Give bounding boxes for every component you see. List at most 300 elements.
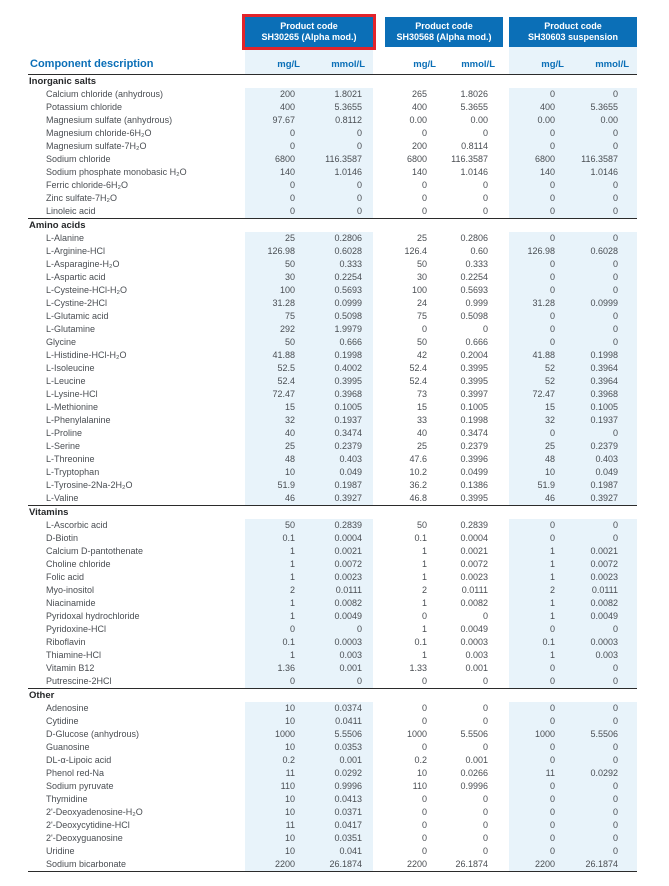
column-gap bbox=[373, 806, 385, 819]
value-cell: 0 bbox=[613, 180, 619, 190]
value-cell: 0 bbox=[549, 233, 555, 243]
value-cell: 30 bbox=[416, 272, 427, 282]
value-cell: 33 bbox=[416, 415, 427, 425]
component-row bbox=[28, 232, 637, 245]
component-name: L-Leucine bbox=[46, 376, 86, 386]
value-cell: 0 bbox=[613, 141, 619, 151]
component-row bbox=[28, 166, 637, 179]
value-cell: 126.98 bbox=[267, 246, 295, 256]
value-cell: 200 bbox=[279, 89, 295, 99]
value-cell: 0 bbox=[613, 233, 619, 243]
value-cell: 11 bbox=[545, 768, 555, 778]
value-cell: 0 bbox=[613, 846, 619, 856]
column-gap bbox=[373, 636, 385, 649]
component-name: Folic acid bbox=[46, 572, 85, 582]
value-cell: 0.0111 bbox=[335, 585, 362, 595]
value-cell: 5.5506 bbox=[590, 729, 619, 739]
value-cell: 1000 bbox=[534, 729, 555, 739]
column-gap bbox=[373, 245, 385, 258]
component-name: Calcium chloride (anhydrous) bbox=[46, 89, 164, 99]
value-cell: 40 bbox=[284, 428, 295, 438]
value-cell: 1.33 bbox=[409, 663, 427, 673]
column-gap bbox=[373, 662, 385, 675]
product-box-code: SH30603 suspension bbox=[527, 32, 619, 42]
column-gap bbox=[373, 388, 385, 401]
value-cell: 0.2839 bbox=[334, 520, 362, 530]
value-cell: 0 bbox=[289, 128, 295, 138]
value-cell: 51.9 bbox=[537, 480, 555, 490]
value-cell: 0 bbox=[549, 259, 555, 269]
value-cell: 1 bbox=[421, 559, 427, 569]
value-cell: 140 bbox=[411, 167, 427, 177]
component-name: D-Glucose (anhydrous) bbox=[46, 729, 140, 739]
value-cell: 41.88 bbox=[532, 350, 555, 360]
value-cell: 25 bbox=[544, 441, 555, 451]
column-gap bbox=[373, 610, 385, 623]
value-cell: 0.2839 bbox=[460, 520, 488, 530]
value-cell: 1 bbox=[289, 598, 295, 608]
value-cell: 0 bbox=[549, 624, 555, 634]
value-cell: 0.3964 bbox=[590, 376, 619, 386]
column-gap bbox=[373, 258, 385, 271]
value-cell: 0 bbox=[482, 128, 488, 138]
value-cell: 0.666 bbox=[465, 337, 488, 347]
value-cell: 50 bbox=[284, 337, 295, 347]
value-cell: 0.3927 bbox=[334, 493, 362, 503]
column-gap bbox=[373, 793, 385, 806]
value-cell: 0 bbox=[613, 259, 619, 269]
component-name: L-Proline bbox=[46, 428, 83, 438]
value-cell: 0.0003 bbox=[334, 637, 362, 647]
column-gap bbox=[373, 127, 385, 140]
value-cell: 1 bbox=[289, 546, 295, 556]
column-gap bbox=[373, 140, 385, 153]
value-cell: 0.0292 bbox=[590, 768, 619, 778]
column-gap bbox=[373, 819, 385, 832]
value-cell: 400 bbox=[279, 102, 295, 112]
component-name: Ferric chloride-6H₂O bbox=[46, 180, 129, 190]
value-cell: 10 bbox=[284, 833, 295, 843]
column-gap bbox=[373, 232, 385, 245]
component-name: Guanosine bbox=[46, 742, 90, 752]
value-cell: 0 bbox=[421, 128, 427, 138]
value-cell: 0.0351 bbox=[334, 833, 362, 843]
value-cell: 72.47 bbox=[272, 389, 295, 399]
component-name: Adenosine bbox=[46, 703, 89, 713]
component-name: Linoleic acid bbox=[46, 206, 96, 216]
value-cell: 50 bbox=[284, 259, 295, 269]
value-cell: 0 bbox=[289, 180, 295, 190]
value-cell: 2 bbox=[289, 585, 295, 595]
value-cell: 0.0023 bbox=[334, 572, 362, 582]
value-cell: 10 bbox=[416, 768, 427, 778]
column-gap bbox=[373, 545, 385, 558]
value-cell: 0.0003 bbox=[460, 637, 488, 647]
value-cell: 0.001 bbox=[465, 755, 488, 765]
value-cell: 0 bbox=[549, 180, 555, 190]
value-cell: 1 bbox=[421, 650, 427, 660]
component-row bbox=[28, 492, 637, 506]
value-cell: 0 bbox=[549, 533, 555, 543]
value-cell: 0.3927 bbox=[590, 493, 619, 503]
value-cell: 0 bbox=[613, 833, 619, 843]
component-name: Sodium bicarbonate bbox=[28, 858, 245, 872]
value-cell: 0 bbox=[613, 206, 619, 216]
column-gap bbox=[373, 271, 385, 284]
component-name: Magnesium sulfate-7H₂O bbox=[46, 141, 147, 151]
value-cell: 0 bbox=[421, 193, 427, 203]
value-cell: 0 bbox=[421, 846, 427, 856]
unit-mg-l-col1: mg/L bbox=[245, 47, 308, 75]
component-name: L-Cystine-2HCl bbox=[46, 298, 108, 308]
value-cell: 0.0999 bbox=[334, 298, 362, 308]
value-cell: 10 bbox=[284, 703, 295, 713]
unit-mmol-l-col2: mmol/L bbox=[444, 47, 503, 75]
value-cell: 0 bbox=[482, 794, 488, 804]
value-cell: 25 bbox=[284, 233, 295, 243]
value-cell: 0.0266 bbox=[460, 768, 488, 778]
value-cell: 0.333 bbox=[465, 259, 488, 269]
value-cell: 32 bbox=[284, 415, 295, 425]
value-cell: 0 bbox=[549, 676, 555, 686]
component-row bbox=[28, 388, 637, 401]
component-name: L-Ascorbic acid bbox=[46, 520, 108, 530]
component-name: Glycine bbox=[46, 337, 77, 347]
column-gap bbox=[373, 479, 385, 492]
value-cell: 126.98 bbox=[527, 246, 555, 256]
value-cell: 0.0049 bbox=[334, 611, 362, 621]
component-row bbox=[28, 140, 637, 153]
value-cell: 1 bbox=[289, 650, 295, 660]
value-cell: 126.4 bbox=[404, 246, 427, 256]
value-cell: 0.3997 bbox=[460, 389, 488, 399]
value-cell: 116.3587 bbox=[325, 154, 362, 164]
value-cell: 0.003 bbox=[465, 650, 488, 660]
value-cell: 1.36 bbox=[277, 663, 295, 673]
value-cell: 0.333 bbox=[339, 259, 362, 269]
unit-mmol-l-col1: mmol/L bbox=[308, 47, 373, 75]
value-cell: 0 bbox=[613, 533, 619, 543]
value-cell: 0 bbox=[356, 624, 362, 634]
column-gap bbox=[373, 728, 385, 741]
column-gap bbox=[373, 584, 385, 597]
component-name: Sodium pyruvate bbox=[46, 781, 114, 791]
value-cell: 0.003 bbox=[595, 650, 619, 660]
value-cell: 0 bbox=[421, 807, 427, 817]
value-cell: 0 bbox=[549, 781, 555, 791]
column-gap bbox=[373, 754, 385, 767]
value-cell: 15 bbox=[284, 402, 295, 412]
value-cell: 0.2 bbox=[414, 755, 427, 765]
value-cell: 0.0021 bbox=[334, 546, 362, 556]
component-name: Thymidine bbox=[46, 794, 88, 804]
value-cell: 0.0049 bbox=[590, 611, 619, 621]
value-cell: 0.3964 bbox=[590, 363, 619, 373]
value-cell: 46 bbox=[544, 493, 555, 503]
table-body bbox=[28, 75, 637, 872]
section-row bbox=[28, 506, 637, 520]
value-cell: 0 bbox=[549, 742, 555, 752]
value-cell: 0 bbox=[549, 703, 555, 713]
value-cell: 25 bbox=[416, 233, 427, 243]
component-row bbox=[28, 284, 637, 297]
value-cell: 0 bbox=[482, 716, 488, 726]
unit-mg-l-col3: mg/L bbox=[509, 47, 572, 75]
value-cell: 0.049 bbox=[595, 467, 619, 477]
unit-mmol-l-col3: mmol/L bbox=[572, 47, 637, 75]
product-box-code: SH30265 (Alpha mod.) bbox=[261, 32, 357, 42]
component-name: Riboflavin bbox=[46, 637, 86, 647]
value-cell: 48 bbox=[544, 454, 555, 464]
value-cell: 0 bbox=[482, 193, 488, 203]
value-cell: 0.3995 bbox=[460, 363, 488, 373]
value-cell: 0.403 bbox=[595, 454, 619, 464]
value-cell: 1.0146 bbox=[590, 167, 619, 177]
column-gap bbox=[373, 336, 385, 349]
value-cell: 0.1005 bbox=[334, 402, 362, 412]
component-name: Cytidine bbox=[46, 716, 79, 726]
value-cell: 110 bbox=[280, 781, 295, 791]
value-cell: 0 bbox=[482, 324, 488, 334]
component-name: Pyridoxal hydrochloride bbox=[46, 611, 140, 621]
value-cell: 0.999 bbox=[465, 298, 488, 308]
value-cell: 0 bbox=[549, 141, 555, 151]
component-name: Pyridoxine-HCl bbox=[46, 624, 107, 634]
value-cell: 0 bbox=[482, 742, 488, 752]
value-cell: 100 bbox=[411, 285, 427, 295]
value-cell: 0 bbox=[549, 89, 555, 99]
header-spacer bbox=[28, 17, 245, 47]
value-cell: 140 bbox=[279, 167, 295, 177]
product-box-code: SH30568 (Alpha mod.) bbox=[396, 32, 492, 42]
section-row bbox=[28, 219, 637, 233]
value-cell: 50 bbox=[416, 520, 427, 530]
value-cell: 0 bbox=[421, 833, 427, 843]
value-cell: 0.5098 bbox=[334, 311, 362, 321]
value-cell: 1.0146 bbox=[334, 167, 362, 177]
column-gap bbox=[373, 114, 385, 127]
value-cell: 0.0999 bbox=[590, 298, 619, 308]
component-name: Myo-inositol bbox=[46, 585, 95, 595]
component-name: Uridine bbox=[46, 846, 75, 856]
component-row bbox=[28, 819, 637, 832]
component-name: Thiamine-HCl bbox=[46, 650, 102, 660]
component-row bbox=[28, 297, 637, 310]
value-cell: 10 bbox=[284, 716, 295, 726]
section-title: Other bbox=[28, 689, 637, 703]
value-cell: 0 bbox=[613, 820, 619, 830]
value-cell: 11 bbox=[285, 820, 295, 830]
component-name: 2'-Deoxyadenosine-H₂O bbox=[46, 807, 143, 817]
component-row bbox=[28, 702, 637, 715]
value-cell: 0 bbox=[549, 794, 555, 804]
column-gap bbox=[373, 362, 385, 375]
column-gap bbox=[373, 715, 385, 728]
value-cell: 5.3655 bbox=[590, 102, 619, 112]
component-row bbox=[28, 832, 637, 845]
column-gap bbox=[373, 375, 385, 388]
component-row bbox=[28, 179, 637, 192]
value-cell: 2 bbox=[549, 585, 555, 595]
component-name: L-Serine bbox=[46, 441, 81, 451]
value-cell: 0.0023 bbox=[460, 572, 488, 582]
value-cell: 0 bbox=[549, 755, 555, 765]
value-cell: 0 bbox=[289, 624, 295, 634]
component-row bbox=[28, 192, 637, 205]
value-cell: 0.3995 bbox=[334, 376, 362, 386]
component-row bbox=[28, 127, 637, 140]
value-cell: 0 bbox=[613, 716, 619, 726]
value-cell: 0.8112 bbox=[335, 115, 362, 125]
value-cell: 0 bbox=[482, 611, 488, 621]
value-cell: 10 bbox=[284, 467, 295, 477]
value-cell: 47.6 bbox=[409, 454, 427, 464]
value-cell: 0 bbox=[613, 794, 619, 804]
value-cell: 0.0411 bbox=[335, 716, 362, 726]
value-cell: 0.3474 bbox=[460, 428, 488, 438]
value-cell: 0 bbox=[613, 807, 619, 817]
value-cell: 0.1 bbox=[282, 637, 295, 647]
value-cell: 0.1 bbox=[542, 637, 555, 647]
value-cell: 0 bbox=[482, 676, 488, 686]
component-row bbox=[28, 336, 637, 349]
value-cell: 31.28 bbox=[532, 298, 555, 308]
component-row bbox=[28, 205, 637, 219]
value-cell: 0 bbox=[356, 206, 362, 216]
value-cell: 0 bbox=[289, 141, 295, 151]
value-cell: 140 bbox=[539, 167, 555, 177]
value-cell: 73 bbox=[416, 389, 427, 399]
value-cell: 0 bbox=[613, 89, 619, 99]
value-cell: 0.1 bbox=[282, 533, 295, 543]
value-cell: 0.1987 bbox=[590, 480, 619, 490]
component-name: Vitamin B12 bbox=[46, 663, 95, 673]
value-cell: 5.3655 bbox=[334, 102, 362, 112]
value-cell: 26.1874 bbox=[308, 858, 373, 872]
column-gap bbox=[373, 675, 385, 689]
value-cell: 15 bbox=[544, 402, 555, 412]
value-cell: 0 bbox=[356, 141, 362, 151]
component-row bbox=[28, 479, 637, 492]
value-cell: 72.47 bbox=[532, 389, 555, 399]
unit-mg-l-col2: mg/L bbox=[385, 47, 444, 75]
value-cell: 0 bbox=[482, 846, 488, 856]
value-cell: 1000 bbox=[406, 729, 427, 739]
value-cell: 1000 bbox=[274, 729, 295, 739]
component-row bbox=[28, 558, 637, 571]
value-cell: 0 bbox=[482, 820, 488, 830]
value-cell: 0.60 bbox=[470, 246, 488, 256]
value-cell: 0.3968 bbox=[590, 389, 619, 399]
value-cell: 0 bbox=[482, 703, 488, 713]
value-cell: 0.1998 bbox=[460, 415, 488, 425]
component-row bbox=[28, 427, 637, 440]
value-cell: 0.2806 bbox=[334, 233, 362, 243]
value-cell: 0 bbox=[482, 833, 488, 843]
value-cell: 0.4002 bbox=[334, 363, 362, 373]
column-gap bbox=[373, 192, 385, 205]
value-cell: 0 bbox=[613, 324, 619, 334]
value-cell: 0 bbox=[421, 742, 427, 752]
value-cell: 0 bbox=[549, 128, 555, 138]
component-row bbox=[28, 584, 637, 597]
value-cell: 0.3474 bbox=[334, 428, 362, 438]
value-cell: 0.003 bbox=[339, 650, 362, 660]
value-cell: 0.2379 bbox=[590, 441, 619, 451]
component-name: L-Lysine-HCl bbox=[46, 389, 98, 399]
value-cell: 116.3587 bbox=[581, 154, 619, 164]
value-cell: 52 bbox=[544, 376, 555, 386]
value-cell: 0.0111 bbox=[591, 585, 619, 595]
component-name: L-Phenylalanine bbox=[46, 415, 111, 425]
value-cell: 0.1005 bbox=[590, 402, 619, 412]
component-name: L-Arginine-HCl bbox=[46, 246, 106, 256]
value-cell: 0.2379 bbox=[460, 441, 488, 451]
value-cell: 1 bbox=[289, 559, 295, 569]
value-cell: 0.1937 bbox=[590, 415, 619, 425]
product-box-sh30265 bbox=[245, 17, 373, 47]
component-row bbox=[28, 466, 637, 479]
value-cell: 0.5098 bbox=[460, 311, 488, 321]
component-row bbox=[28, 571, 637, 584]
value-cell: 0.0292 bbox=[334, 768, 362, 778]
component-name: DL-α-Lipoic acid bbox=[46, 755, 112, 765]
value-cell: 0 bbox=[613, 520, 619, 530]
value-cell: 30 bbox=[284, 272, 295, 282]
value-cell: 52.4 bbox=[277, 376, 295, 386]
column-gap bbox=[373, 323, 385, 336]
column-gap bbox=[373, 166, 385, 179]
column-gap bbox=[373, 466, 385, 479]
column-gap bbox=[373, 205, 385, 219]
value-cell: 50 bbox=[416, 337, 427, 347]
value-cell: 0.1 bbox=[414, 533, 427, 543]
component-row bbox=[28, 414, 637, 427]
value-cell: 0 bbox=[613, 663, 619, 673]
value-cell: 0 bbox=[549, 311, 555, 321]
value-cell: 2 bbox=[421, 585, 427, 595]
value-cell: 0.0353 bbox=[334, 742, 362, 752]
value-cell: 0.0023 bbox=[590, 572, 619, 582]
value-cell: 0.0082 bbox=[334, 598, 362, 608]
value-cell: 0 bbox=[549, 663, 555, 673]
value-cell: 0 bbox=[549, 820, 555, 830]
component-row bbox=[28, 440, 637, 453]
component-row bbox=[28, 649, 637, 662]
value-cell: 0 bbox=[613, 272, 619, 282]
value-cell: 0.041 bbox=[339, 846, 362, 856]
product-header-row bbox=[28, 17, 637, 47]
value-cell: 0 bbox=[356, 193, 362, 203]
value-cell: 6800 bbox=[534, 154, 555, 164]
value-cell: 0 bbox=[482, 180, 488, 190]
value-cell: 0.3968 bbox=[334, 389, 362, 399]
section-row bbox=[28, 689, 637, 703]
value-cell: 1.9979 bbox=[334, 324, 362, 334]
component-name: Niacinamide bbox=[46, 598, 96, 608]
value-cell: 1 bbox=[549, 559, 555, 569]
value-cell: 40 bbox=[416, 428, 427, 438]
column-gap bbox=[373, 649, 385, 662]
value-cell: 0.2254 bbox=[460, 272, 488, 282]
value-cell: 265 bbox=[411, 89, 427, 99]
section-title: Inorganic salts bbox=[28, 75, 637, 89]
column-gap bbox=[373, 153, 385, 166]
value-cell: 10 bbox=[284, 807, 295, 817]
value-cell: 0 bbox=[613, 742, 619, 752]
value-cell: 0 bbox=[421, 324, 427, 334]
value-cell: 52.4 bbox=[409, 376, 427, 386]
